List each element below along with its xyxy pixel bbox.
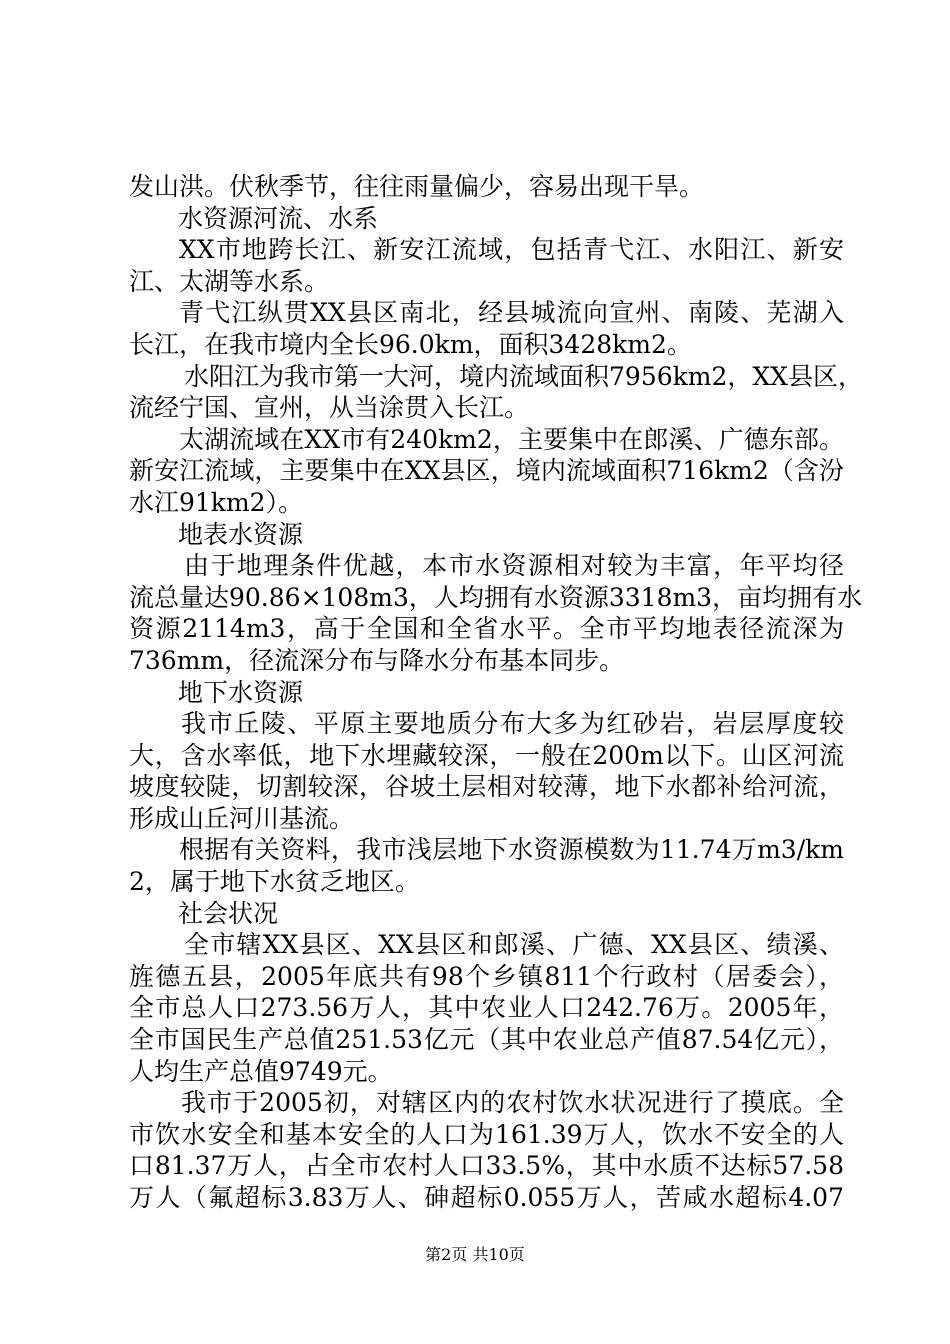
text-line: 资源2114m3，高于全国和全省水平。全市平均地表径流深为 (129, 614, 844, 644)
text-line: 旌德五县，2005年底共有98个乡镇811个行政村（居委会）， (129, 961, 844, 991)
text-line: 全市辖XX县区、XX县区和郎溪、广德、XX县区、绩溪、 (184, 930, 844, 960)
text-line: 我市于2005初，对辖区内的农村饮水状况进行了摸底。全 (181, 1088, 844, 1118)
text-line: 太湖流域在XX市有240km2，主要集中在郎溪、广德东部。 (179, 424, 844, 454)
text-line: 口81.37万人，占全市农村人口33.5%，其中水质不达标57.58 (129, 1151, 844, 1181)
page-number-footer: 第2页 共10页 (425, 1245, 525, 1264)
text-line: 万人（氟超标3.83万人、砷超标0.055万人，苦咸水超标4.07 (129, 1183, 844, 1212)
text-line: 社会状况 (178, 898, 279, 928)
text-line: 人均生产总值9749元。 (129, 1056, 393, 1086)
text-line: 全市国民生产总值251.53亿元（其中农业总产值87.54亿元）， (129, 1025, 844, 1055)
text-line: 流总量达90.86×108m3，人均拥有水资源3318m3，亩均拥有水 (129, 582, 863, 612)
text-line: 形成山丘河川基流。 (129, 803, 355, 833)
text-line: 市饮水安全和基本安全的人口为161.39万人，饮水不安全的人 (129, 1119, 844, 1149)
text-line: 水江91km2）。 (129, 487, 304, 517)
text-line: 水阳江为我市第一大河，境内流域面积7956km2，XX县区， (184, 361, 863, 391)
text-line: 大，含水率低，地下水埋藏较深，一般在200m以下。山区河流 (129, 740, 844, 770)
text-line: 长江，在我市境内全长96.0km，面积3428km2。 (129, 329, 692, 359)
text-line: 发山洪。伏秋季节，往往雨量偏少，容易出现干旱。 (129, 172, 705, 201)
document-body (129, 171, 863, 1214)
text-line: 青弋江纵贯XX县区南北，经县城流向宣州、南陵、芜湖入 (179, 298, 844, 328)
text-line: 水资源河流、水系 (178, 203, 379, 233)
text-line: 新安江流域，主要集中在XX县区，境内流域面积716km2（含汾 (129, 456, 844, 486)
text-line: 我市丘陵、平原主要地质分布大多为红砂岩，岩层厚度较 (181, 709, 844, 739)
text-line: 由于地理条件优越，本市水资源相对较为丰富，年平均径 (184, 551, 844, 581)
text-line: 2，属于地下水贫乏地区。 (129, 867, 420, 897)
text-line: 地下水资源 (178, 677, 304, 707)
text-line: 全市总人口273.56万人，其中农业人口242.76万。2005年， (129, 993, 844, 1023)
text-line: 地表水资源 (178, 519, 304, 549)
text-line: 根据有关资料，我市浅层地下水资源模数为11.74万m3/km (179, 835, 844, 865)
text-line: XX市地跨长江、新安江流域，包括青弋江、水阳江、新安 (179, 235, 844, 265)
text-line: 坡度较陡，切割较深，谷坡土层相对较薄，地下水都补给河流， (129, 772, 844, 802)
text-line: 736mm，径流深分布与降水分布基本同步。 (129, 645, 625, 675)
text-line: 江、太湖等水系。 (129, 266, 330, 296)
text-line: 流经宁国、宣州，从当涂贯入长江。 (129, 393, 530, 423)
